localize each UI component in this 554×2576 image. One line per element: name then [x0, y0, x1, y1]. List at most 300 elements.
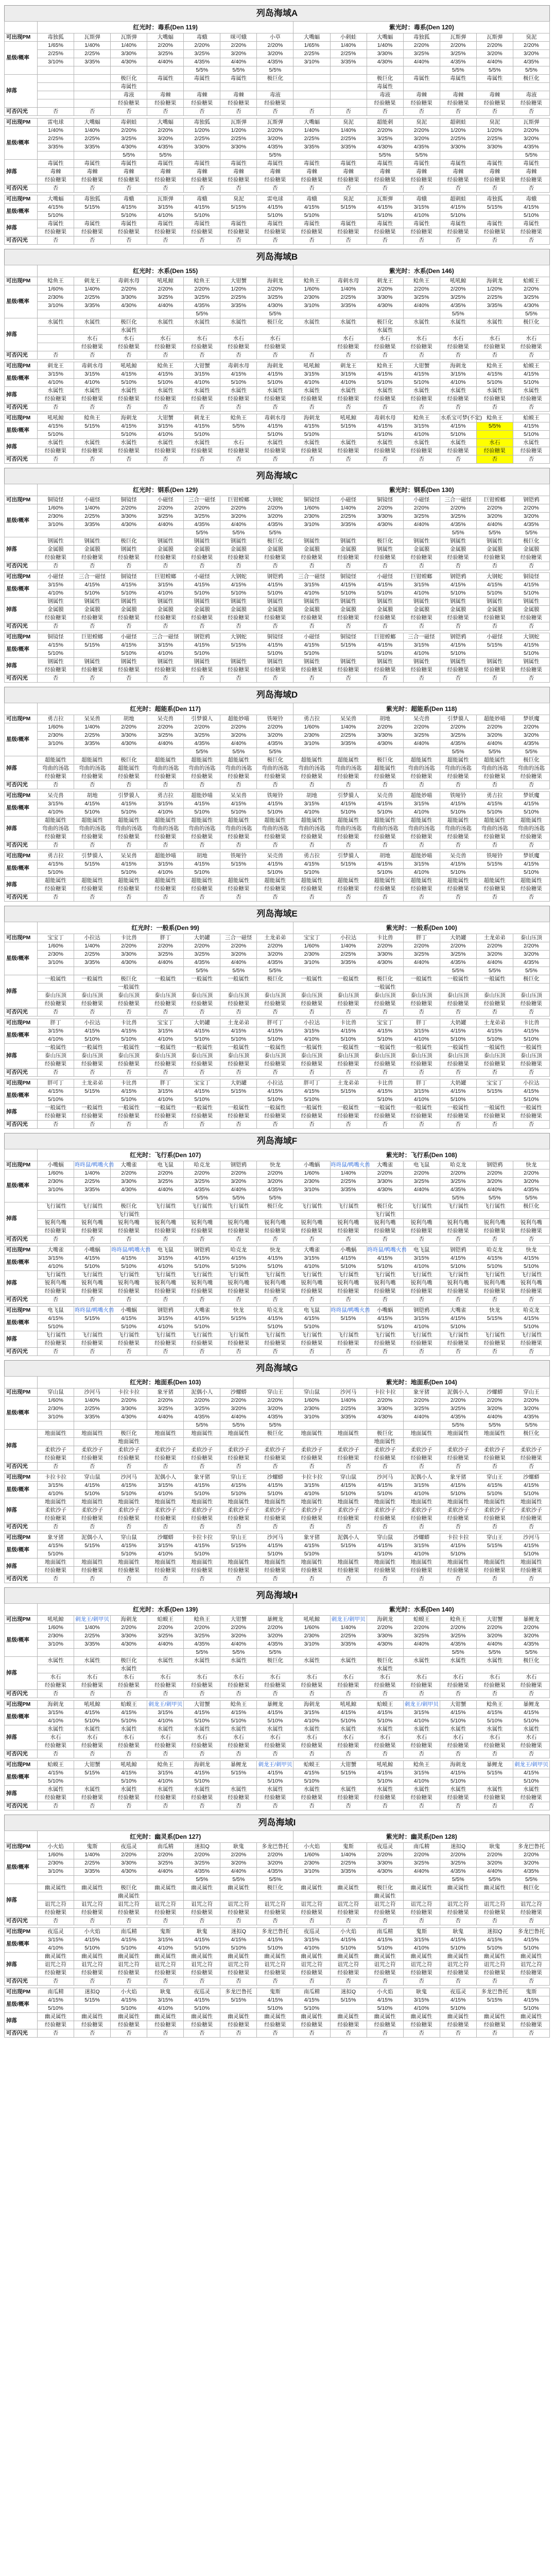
pokemon-name: 穿山鼠 [74, 1473, 111, 1482]
rate-cell: 5/10% [111, 589, 147, 598]
drop-cell: 经验糖果 [403, 1112, 440, 1121]
rate-cell: 4/35% [147, 143, 184, 151]
rate-cell: 5/5% [476, 1649, 513, 1657]
rate-cell: 2/20% [476, 723, 513, 732]
drop-cell: 经验糖果 [184, 1794, 220, 1802]
rate-cell: 3/10% [38, 58, 74, 66]
shiny-cell: 否 [220, 622, 257, 631]
rate-cell: 5/5% [440, 1876, 476, 1884]
drop-cell: 钢属性 [403, 598, 440, 606]
shiny-cell: 否 [367, 841, 403, 850]
rate-cell: 4/15% [367, 860, 403, 869]
table-row [5, 1008, 550, 1016]
drop-cell: 毒属性 [476, 220, 513, 228]
drop-cell [330, 1892, 367, 1901]
pokemon-name: 鬼斯 [330, 1843, 367, 1851]
rate-cell: 5/5% [440, 1194, 476, 1202]
drop-cell: 一般属性 [38, 1044, 74, 1052]
rate-cell: 4/15% [367, 1936, 403, 1944]
drop-cell: 柔软沙子 [220, 1506, 257, 1515]
rate-cell: 1/40% [293, 127, 330, 135]
shiny-cell: 否 [74, 1523, 111, 1531]
drop-cell: 诅咒之符 [330, 1961, 367, 1969]
shiny-cell: 否 [184, 1917, 220, 1925]
row-label: 可出现PM [5, 414, 38, 422]
rate-cell: 3/20% [257, 951, 293, 959]
table-row [5, 1088, 550, 1096]
rate-cell: 3/20% [257, 1632, 293, 1640]
pokemon-name: 超能妙喵 [220, 715, 257, 723]
drop-cell: 钢属性 [476, 598, 513, 606]
drop-cell: 经验糖果 [330, 1567, 367, 1575]
drop-cell: 经验糖果 [184, 1060, 220, 1069]
shiny-cell: 否 [111, 781, 147, 789]
drop-cell: 水属性 [147, 1786, 184, 1794]
shiny-cell: 否 [257, 1235, 293, 1244]
drop-cell [476, 1665, 513, 1673]
rate-cell: 3/25% [184, 50, 220, 58]
shiny-cell: 否 [513, 1690, 549, 1698]
rate-cell [476, 869, 513, 877]
drop-cell: 幽灵属性 [403, 1953, 440, 1961]
drop-cell: 经验糖果 [513, 833, 549, 841]
shiny-cell: 否 [293, 1917, 330, 1925]
pokemon-name: 快龙 [257, 1246, 293, 1255]
drop-cell: 地面属性 [367, 1558, 403, 1567]
drop-cell [147, 327, 184, 335]
table-row [5, 2021, 550, 2029]
row-label: 掉落 [5, 1430, 38, 1463]
shiny-cell: 否 [293, 562, 330, 570]
drop-cell: 一般属性 [184, 1044, 220, 1052]
drop-cell: 经验糖果 [220, 1794, 257, 1802]
drop-cell: 飞行属性 [403, 1202, 440, 1211]
pokemon-name: 铜镜怪 [257, 633, 293, 641]
rate-cell: 2/20% [111, 723, 147, 732]
drop-cell: 水石 [111, 1734, 147, 1742]
rate-cell: 3/25% [403, 1859, 440, 1868]
rate-cell: 2/20% [440, 1170, 476, 1178]
rate-cell: 5/10% [38, 1323, 74, 1331]
drop-cell: 超能属性 [476, 817, 513, 825]
pokemon-name: 夜巡灵 [440, 1988, 476, 1996]
pokemon-name: 巨钳螳螂 [476, 496, 513, 504]
drop-cell: 钢属性 [147, 537, 184, 546]
pokemon-name: 铜镜怪 [330, 573, 367, 581]
drop-cell: 幽灵属性 [476, 2013, 513, 2021]
drop-cell [184, 83, 220, 91]
rate-cell: 4/15% [513, 1769, 549, 1777]
drop-cell: 飞行属性 [367, 1271, 403, 1279]
shiny-cell: 否 [403, 893, 440, 902]
pokemon-name: 电飞鼠 [38, 1307, 74, 1315]
shiny-cell: 否 [147, 781, 184, 789]
pokemon-name: 胡地 [367, 852, 403, 860]
drop-cell: 弯曲的汤匙 [38, 765, 74, 773]
rate-cell: 2/20% [367, 285, 403, 294]
rate-cell: 4/35% [513, 740, 549, 748]
drop-cell: 经验糖果 [367, 1112, 403, 1121]
drop-cell: 经验糖果 [147, 447, 184, 455]
rate-cell: 3/15% [403, 800, 440, 808]
drop-cell: 钢属性 [38, 658, 74, 666]
table-row [5, 756, 550, 765]
drop-cell: 水属性 [293, 1657, 330, 1665]
drop-cell: 经验糖果 [293, 1909, 330, 1917]
rate-cell: 4/15% [257, 800, 293, 808]
rate-cell: 5/15% [330, 860, 367, 869]
rate-cell: 4/15% [38, 1542, 74, 1550]
drop-cell: 经验糖果 [440, 1515, 476, 1523]
rate-cell: 5/10% [513, 1096, 549, 1104]
drop-cell: 水属性 [220, 1786, 257, 1794]
shiny-cell: 否 [147, 841, 184, 850]
rate-cell: 4/10% [330, 379, 367, 387]
shiny-cell: 否 [74, 1348, 111, 1356]
shiny-cell: 否 [147, 108, 184, 116]
pokemon-name: 雷电球 [257, 195, 293, 204]
pokemon-name: 海刺龙 [111, 1616, 147, 1624]
shiny-cell: 否 [403, 403, 440, 412]
drop-cell: 经验糖果 [293, 1227, 330, 1235]
drop-cell: 水属性 [476, 1657, 513, 1665]
red-den-header: 红光时：水系(Den 155) [38, 265, 293, 277]
shiny-cell: 否 [147, 403, 184, 412]
drop-cell: 经验糖果 [220, 2021, 257, 2029]
rate-cell: 3/15% [147, 1255, 184, 1263]
rate-cell: 5/10% [257, 1777, 293, 1786]
rate-cell: 2/25% [74, 513, 111, 521]
row-label: 可否闪光 [5, 622, 38, 631]
row-label: 掉落 [5, 387, 38, 403]
drop-cell: 钢属性 [184, 598, 220, 606]
rate-cell: 4/15% [74, 800, 111, 808]
drop-cell: 超能属性 [111, 765, 147, 773]
drop-cell: 经验糖果 [330, 343, 367, 351]
shiny-cell: 否 [403, 674, 440, 683]
drop-cell [220, 984, 257, 992]
drop-cell: 毒属性 [293, 220, 330, 228]
rate-cell: 5/5% [257, 1649, 293, 1657]
rate-cell: 4/15% [184, 204, 220, 212]
drop-cell: 弯曲的汤匙 [403, 825, 440, 833]
section [4, 687, 550, 902]
shiny-cell: 否 [476, 1463, 513, 1471]
pokemon-name: 毒刺水母 [257, 414, 293, 422]
pokemon-name: 鬼斯 [74, 1843, 111, 1851]
rate-cell: 5/10% [513, 379, 549, 387]
drop-cell: 经验糖果 [403, 554, 440, 562]
table-row [5, 2005, 550, 2013]
drop-cell: 锐利鸟嘴 [257, 1279, 293, 1287]
shiny-cell: 否 [257, 108, 293, 116]
rate-cell: 2/20% [476, 942, 513, 951]
shiny-cell: 否 [330, 1750, 367, 1758]
shiny-cell: 否 [440, 1008, 476, 1016]
drop-cell: 毒属性 [440, 220, 476, 228]
drop-cell: 水属性 [184, 318, 220, 327]
drop-cell: 毒属性 [147, 75, 184, 83]
rate-cell: 4/40% [476, 1868, 513, 1876]
rate-cell: 4/10% [403, 1096, 440, 1104]
pokemon-name: 咚咚鼠/鸭嘴火兽 [330, 1161, 367, 1170]
shiny-cell: 否 [147, 1069, 184, 1077]
rate-cell: 4/15% [220, 1482, 257, 1490]
rate-cell: 2/20% [476, 1397, 513, 1405]
drop-cell: 幽灵属性 [440, 1953, 476, 1961]
drop-cell: 经验糖果 [403, 1682, 440, 1690]
rate-cell: 4/40% [220, 1868, 257, 1876]
rate-cell: 4/15% [367, 1542, 403, 1550]
drop-cell: 经验糖果 [74, 554, 111, 562]
shiny-cell: 否 [111, 1523, 147, 1531]
table-row [5, 1036, 550, 1044]
shiny-cell: 否 [367, 236, 403, 245]
rate-cell: 2/20% [367, 942, 403, 951]
rate-cell: 5/10% [111, 2005, 147, 2013]
drop-cell: 极巨化 [111, 1884, 147, 1892]
drop-cell: 经验糖果 [74, 1340, 111, 1348]
drop-cell: 极巨化 [257, 537, 293, 546]
rate-cell: 5/10% [330, 1944, 367, 1953]
rate-cell: 3/15% [440, 370, 476, 379]
rate-cell: 2/25% [476, 294, 513, 302]
drop-cell: 水属性 [293, 439, 330, 447]
pokemon-name: 三合一磁怪 [74, 573, 111, 581]
rate-cell: 4/15% [38, 1996, 74, 2005]
table-row [5, 1632, 550, 1640]
pokemon-name: 哈克龙 [440, 1161, 476, 1170]
pokemon-name: 小磁怪 [476, 633, 513, 641]
rate-cell: 2/20% [147, 1624, 184, 1632]
drop-cell: 经验糖果 [476, 228, 513, 236]
drop-cell: 经验糖果 [440, 833, 476, 841]
row-label: 可出现PM [5, 852, 38, 860]
rate-cell: 2/25% [74, 294, 111, 302]
pokemon-name: 胖丁 [403, 1079, 440, 1088]
rate-cell: 5/15% [74, 1996, 111, 2005]
drop-cell: 经验糖果 [330, 1454, 367, 1463]
drop-cell [513, 984, 549, 992]
drop-cell: 水属性 [257, 387, 293, 395]
drop-cell: 经验糖果 [257, 1227, 293, 1235]
rate-cell: 4/40% [220, 740, 257, 748]
shiny-cell: 否 [403, 1690, 440, 1698]
drop-cell: 飞行属性 [293, 1271, 330, 1279]
drop-cell: 经验糖果 [147, 885, 184, 893]
drop-cell: 超能属性 [220, 877, 257, 885]
drop-cell: 经验糖果 [403, 176, 440, 184]
table-row [5, 1506, 550, 1515]
rate-cell: 4/35% [257, 143, 293, 151]
drop-cell: 经验糖果 [147, 1742, 184, 1750]
drop-cell: 一般属性 [440, 1104, 476, 1112]
drop-cell: 经验糖果 [513, 1969, 549, 1977]
table-row [5, 740, 550, 748]
drop-cell: 超能属性 [367, 877, 403, 885]
drop-cell: 飞行属性 [147, 1271, 184, 1279]
rate-cell: 5/10% [257, 1490, 293, 1498]
rate-cell: 4/30% [367, 521, 403, 529]
rate-cell [220, 1096, 257, 1104]
rate-cell: 5/10% [111, 1263, 147, 1271]
rate-cell: 4/15% [111, 1936, 147, 1944]
drop-cell: 飞行属性 [440, 1331, 476, 1340]
pokemon-name: 巨钳螳螂 [147, 573, 184, 581]
rate-cell: 5/10% [440, 1096, 476, 1104]
drop-cell: 经验糖果 [147, 343, 184, 351]
rate-cell: 2/20% [513, 1624, 549, 1632]
pokemon-name: 穿山鼠 [330, 1473, 367, 1482]
drop-cell: 钢属性 [147, 598, 184, 606]
drop-cell [513, 83, 549, 91]
section-title: 列岛海域B [4, 249, 550, 265]
rate-cell: 5/15% [220, 1769, 257, 1777]
shiny-cell: 否 [257, 1917, 293, 1925]
shiny-cell: 否 [220, 184, 257, 193]
drop-cell: 水石 [330, 335, 367, 343]
pokemon-name: 小拉达 [513, 1079, 549, 1088]
drop-cell: 超能属性 [111, 817, 147, 825]
pokemon-name: 蛤蟆王 [513, 414, 549, 422]
drop-cell [403, 1892, 440, 1901]
shiny-cell: 否 [367, 622, 403, 631]
drop-cell: 一般属性 [476, 975, 513, 984]
pokemon-name: 泥偶小人 [330, 1534, 367, 1542]
red-den-header: 红光时：钢系(Den 129) [38, 484, 293, 496]
rate-cell: 5/5% [220, 529, 257, 537]
rate-cell: 3/35% [74, 1868, 111, 1876]
section-title: 列岛海域G [4, 1360, 550, 1376]
rate-cell: 4/15% [111, 1709, 147, 1717]
shiny-cell: 否 [74, 1069, 111, 1077]
rate-cell: 4/35% [440, 521, 476, 529]
drop-cell: 经验糖果 [367, 228, 403, 236]
pokemon-name: 钢铠鸦 [184, 633, 220, 641]
drop-cell [220, 1665, 257, 1673]
drop-cell: 经验糖果 [220, 614, 257, 622]
pokemon-name: 电飞鼠 [293, 1307, 330, 1315]
drop-cell [74, 99, 111, 108]
rate-cell: 5/10% [38, 650, 74, 658]
rate-cell: 3/20% [476, 513, 513, 521]
shiny-cell: 否 [184, 236, 220, 245]
pokemon-name: 吼吼鲸 [38, 414, 74, 422]
table-row [5, 1794, 550, 1802]
drop-cell: 水属性 [403, 439, 440, 447]
rate-cell: 5/10% [184, 1550, 220, 1558]
rate-cell: 4/15% [293, 641, 330, 650]
rate-cell: 4/15% [111, 1027, 147, 1036]
shiny-cell: 否 [257, 2029, 293, 2038]
rate-cell: 4/10% [293, 1717, 330, 1725]
drop-cell: 毒属性 [367, 160, 403, 168]
row-label: 掉落 [5, 817, 38, 841]
rate-cell: 4/10% [38, 1717, 74, 1725]
drop-cell: 超能属性 [513, 817, 549, 825]
rate-cell: 5/15% [220, 860, 257, 869]
row-label: 可出现PM [5, 1616, 38, 1624]
rate-cell: 3/10% [38, 521, 74, 529]
drop-cell: 经验糖果 [111, 228, 147, 236]
drop-cell: 泰山压顶 [440, 992, 476, 1000]
table-row [5, 1649, 550, 1657]
rate-cell: 5/10% [74, 808, 111, 817]
drop-cell: 毒属性 [38, 160, 74, 168]
drop-cell: 飞行属性 [220, 1331, 257, 1340]
rate-cell: 4/40% [220, 58, 257, 66]
drop-cell: 幽灵属性 [147, 1884, 184, 1892]
drop-cell [476, 1211, 513, 1219]
pokemon-name: 吼吼鲸 [367, 1761, 403, 1769]
shiny-cell: 否 [476, 1690, 513, 1698]
drop-cell: 水石 [147, 1673, 184, 1682]
shiny-cell: 否 [367, 1121, 403, 1129]
pokemon-name: 多龙巴鲁托 [257, 1928, 293, 1936]
rate-cell: 5/10% [367, 1036, 403, 1044]
rate-cell: 4/15% [330, 581, 367, 589]
shiny-cell: 否 [220, 1296, 257, 1304]
rate-cell: 4/15% [513, 860, 549, 869]
pokemon-name: 土龙弟弟 [330, 1079, 367, 1088]
shiny-cell: 否 [38, 1690, 74, 1698]
row-label: 可出现PM [5, 496, 38, 504]
drop-cell: 经验糖果 [440, 773, 476, 781]
shiny-cell: 否 [367, 108, 403, 116]
shiny-cell: 否 [111, 1008, 147, 1016]
rate-cell: 4/15% [257, 1088, 293, 1096]
shiny-cell: 否 [220, 562, 257, 570]
drop-cell: 经验糖果 [403, 2021, 440, 2029]
shiny-cell: 否 [367, 403, 403, 412]
drop-cell: 经验糖果 [513, 1112, 549, 1121]
shiny-cell: 否 [184, 1802, 220, 1810]
rate-cell: 5/10% [293, 431, 330, 439]
rate-cell: 2/20% [147, 1851, 184, 1859]
rate-cell: 2/20% [440, 1397, 476, 1405]
pokemon-name: 多龙巴鲁托 [513, 1928, 549, 1936]
drop-cell: 泰山压顶 [476, 992, 513, 1000]
pokemon-name: 南瓜精 [367, 1928, 403, 1936]
drop-cell: 超能属性 [513, 877, 549, 885]
rate-cell: 2/25% [330, 732, 367, 740]
drop-cell [330, 99, 367, 108]
shiny-cell: 否 [257, 1296, 293, 1304]
shiny-cell: 否 [403, 2029, 440, 2038]
rate-cell: 4/15% [367, 581, 403, 589]
shiny-cell: 否 [38, 236, 74, 245]
drop-cell: 经验糖果 [111, 885, 147, 893]
rate-cell: 3/25% [147, 1405, 184, 1413]
rate-cell: 3/10% [38, 740, 74, 748]
table-row [5, 869, 550, 877]
drop-cell: 极巨化 [513, 1657, 549, 1665]
rate-cell: 4/15% [440, 1027, 476, 1036]
row-label: 可否闪光 [5, 1463, 38, 1471]
shiny-cell: 否 [220, 1917, 257, 1925]
drop-cell: 弯曲的汤匙 [184, 825, 220, 833]
drop-cell: 地面属性 [220, 1558, 257, 1567]
row-label: 可否闪光 [5, 893, 38, 902]
pokemon-name: 毒独狐 [184, 118, 220, 127]
drop-cell: 钢属性 [513, 598, 549, 606]
rate-cell: 3/20% [513, 135, 549, 143]
shiny-cell: 否 [476, 1121, 513, 1129]
drop-cell: 幽灵属性 [440, 2013, 476, 2021]
drop-cell: 经验糖果 [38, 1909, 74, 1917]
shiny-cell: 否 [513, 1977, 549, 1986]
drop-cell: 泰山压顶 [220, 1052, 257, 1060]
